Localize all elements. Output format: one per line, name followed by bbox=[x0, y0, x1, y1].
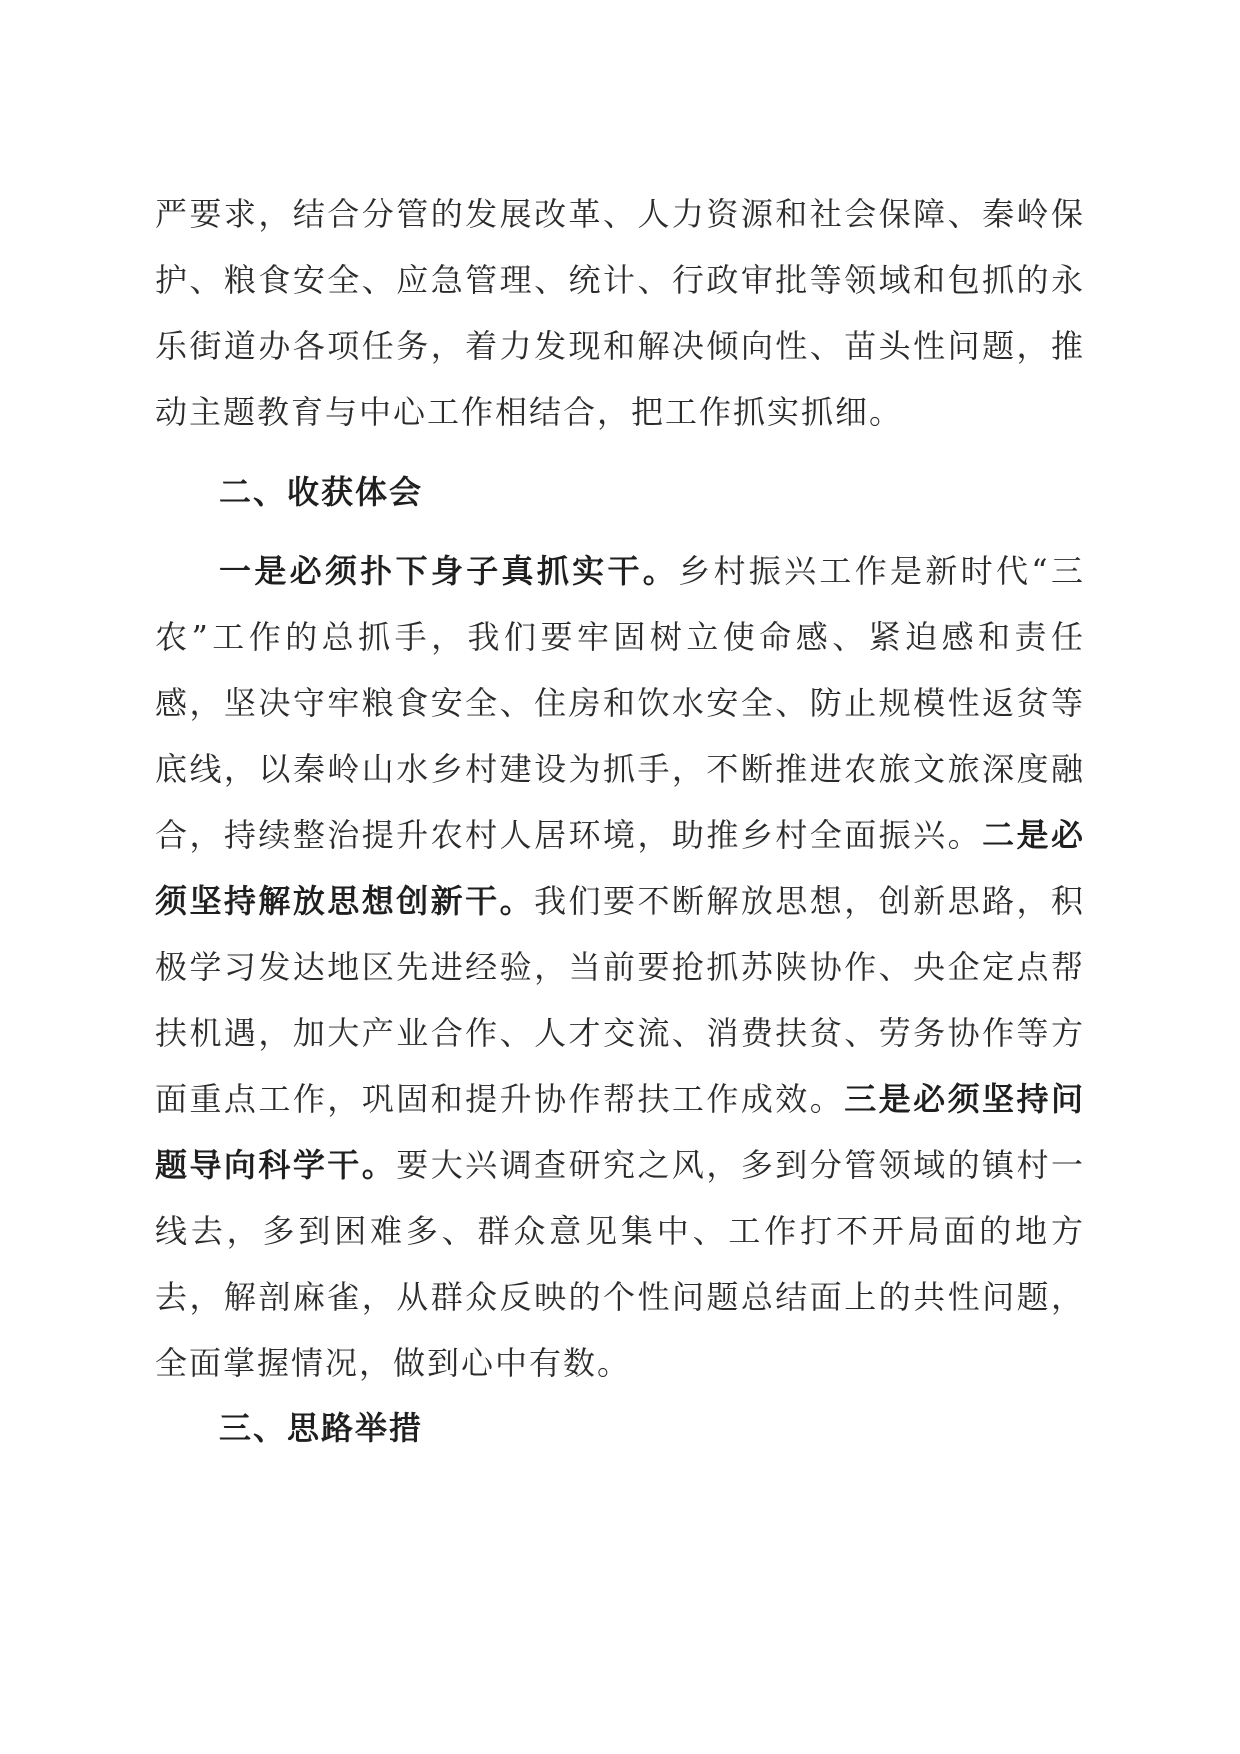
section-two-paragraph bbox=[155, 538, 1085, 1396]
point-two-text: 我们要不断解放思想，创新思路，积极学习发达地区先进经验，当前要抢抓苏陕协作、央企定点帮扶机遇，加大产业合作、人才交流、消费扶贫、劳务协作等方面重点工作，巩固和提升协作帮扶工作成效。 bbox=[155, 882, 1085, 1118]
point-three-text: 要大兴调查研究之风，多到分管领域的镇村一线去，多到困难多、群众意见集中、工作打不开局面的地方去，解剖麻雀，从群众反映的个性问题总结面上的共性问题，全面掌握情况，做到心中有数。 bbox=[155, 1146, 1085, 1382]
continued-paragraph: 严要求，结合分管的发展改革、人力资源和社会保障、秦岭保护、粮食安全、应急管理、统计、行政审批等领域和包抓的永乐街道办各项任务，着力发现和解决倾向性、苗头性问题，推动主题教育与中心工作相结合，把工作抓实抓细。 bbox=[155, 195, 1085, 431]
point-three-lead: 三是必须坚持问题导向科学干。 bbox=[155, 1080, 1085, 1184]
point-one-text: 乡村振兴工作是新时代“三农”工作的总抓手，我们要牢固树立使命感、紧迫感和责任感，坚决守牢粮食安全、住房和饮水安全、防止规模性返贫等底线，以秦岭山水乡村建设为抓手，不断推进农旅文旅深度融合，持续整治提升农村人居环境，助推乡村全面振兴。 bbox=[155, 552, 1085, 854]
section-two-heading: 二、收获体会 bbox=[219, 473, 424, 511]
point-two-lead: 二是必须坚持解放思想创新干。 bbox=[155, 816, 1085, 920]
point-one-lead: 一是必须扑下身子真抓实干。 bbox=[219, 552, 679, 590]
section-three-heading: 三、思路举措 bbox=[219, 1409, 424, 1447]
